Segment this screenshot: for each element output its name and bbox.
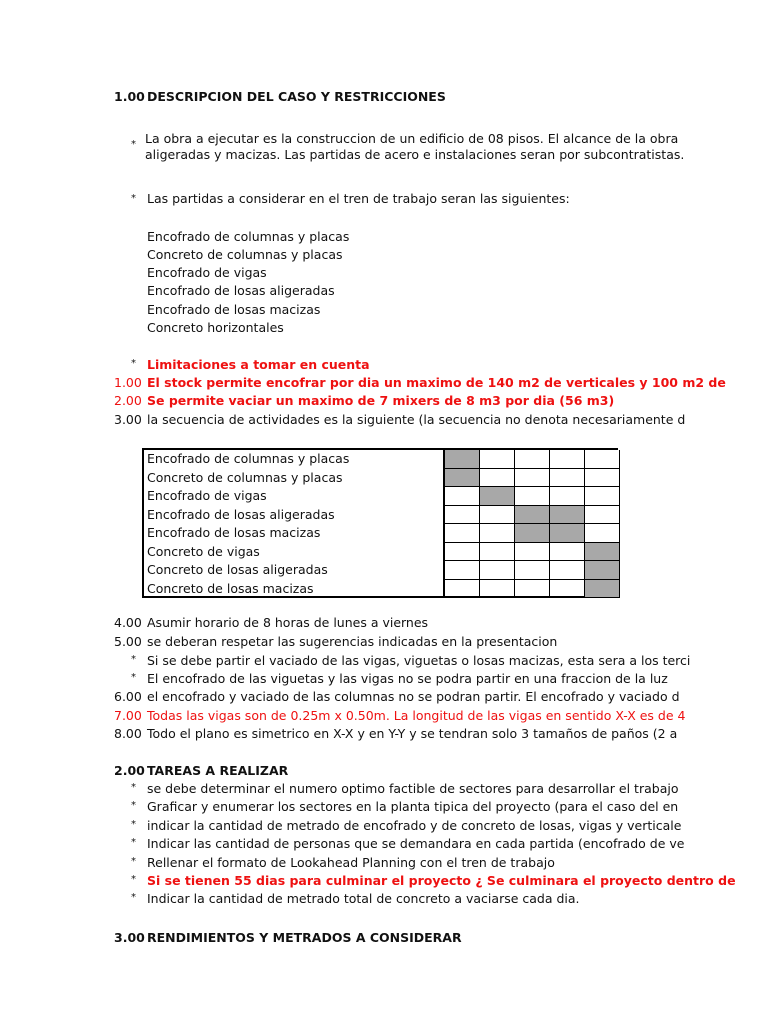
activity-label: Concreto de columnas y placas [147, 469, 343, 485]
limitacion-text: Se permite vaciar un maximo de 7 mixers de 8 m3 por dia (56 m3) [147, 393, 615, 408]
sequence-cell [550, 580, 585, 599]
tarea-item: Si se tienen 55 dias para culminar el proyecto ¿ Se culminara el proyecto dentro de [147, 873, 736, 888]
bullet-marker: * [131, 892, 136, 904]
sequence-cell-active [585, 561, 620, 580]
bullet-marker: * [131, 818, 136, 830]
sequence-cell [480, 506, 515, 525]
activity-label: Concreto de vigas [147, 543, 260, 559]
tarea-item: Indicar la cantidad de metrado total de concreto a vaciarse cada dia. [147, 891, 580, 907]
note-subitem: Si se debe partir el vaciado de las vigas, viguetas o losas macizas, esta sera a los terci [147, 653, 691, 668]
sequence-cell [585, 487, 620, 506]
limitacion-number: 1.00 [114, 375, 142, 390]
sequence-cell [515, 580, 550, 599]
partida-item: Encofrado de losas aligeradas [147, 283, 335, 298]
sequence-cell [585, 469, 620, 488]
note-number: 6.00 [114, 689, 142, 704]
sequence-cell [585, 506, 620, 525]
sequence-cell-active [445, 450, 480, 469]
bullet-marker: * [131, 139, 136, 150]
sequence-cell-active [550, 524, 585, 543]
sequence-cell [585, 450, 620, 469]
table-row [144, 524, 618, 543]
partida-item: Concreto de columnas y placas [147, 247, 343, 262]
bullet-marker: * [131, 782, 136, 793]
tarea-item: Rellenar el formato de Lookahead Planning con el tren de trabajo [147, 854, 555, 870]
sequence-cell [515, 561, 550, 580]
activity-label: Encofrado de losas macizas [147, 525, 321, 540]
sequence-cell [445, 580, 480, 599]
bullet-marker: * [131, 837, 136, 849]
sequence-cell [585, 524, 620, 543]
table-row [144, 543, 618, 562]
sequence-cell-active [515, 524, 550, 543]
table-row [144, 487, 618, 506]
note-number: 5.00 [114, 634, 142, 649]
sequence-cell [445, 506, 480, 525]
limitaciones-title: Limitaciones a tomar en cuenta [147, 357, 370, 372]
sequence-cell [445, 487, 480, 506]
limitacion-text: la secuencia de actividades es la siguiente (la secuencia no denota necesariamente d [147, 412, 686, 427]
activity-label: Concreto de losas aligeradas [147, 562, 328, 577]
table-row [144, 506, 618, 525]
limitacion-number: 3.00 [114, 412, 142, 427]
bullet-marker: * [131, 855, 136, 867]
note-text: Todo el plano es simetrico en X-X y en Y-Y y se tendran solo 3 tamaños de paños (2 a [147, 726, 678, 741]
bullet-marker: * [131, 654, 136, 665]
partida-item: Concreto horizontales [147, 320, 284, 335]
section-1-number: 1.00 [114, 89, 145, 104]
section-2-title: TAREAS A REALIZAR [147, 763, 289, 778]
sequence-cell-active [585, 580, 620, 599]
activity-label: Encofrado de columnas y placas [147, 451, 350, 466]
sequence-table [142, 448, 618, 598]
sequence-cell-active [515, 506, 550, 525]
tarea-item: indicar la cantidad de metrado de encofrado y de concreto de losas, vigas y verticale [147, 817, 682, 833]
intro-line-2: aligeradas y macizas. Las partidas de acero e instalaciones seran por subcontratistas. [145, 147, 685, 162]
sequence-cell [480, 469, 515, 488]
partida-item: Encofrado de losas macizas [147, 302, 321, 317]
sequence-cell [550, 561, 585, 580]
sequence-cell [480, 561, 515, 580]
bullet-marker: * [131, 672, 136, 683]
tarea-item: Indicar las cantidad de personas que se demandara en cada partida (encofrado de ve [147, 836, 685, 852]
sequence-cell [550, 543, 585, 562]
sequence-cell [515, 450, 550, 469]
section-1-title: DESCRIPCION DEL CASO Y RESTRICCIONES [147, 89, 446, 104]
activity-label: Encofrado de vigas [147, 488, 267, 503]
sequence-cell [480, 524, 515, 543]
section-2-number: 2.00 [114, 763, 145, 778]
note-subitem: El encofrado de las viguetas y las vigas no se podra partir en una fraccion de la luz [147, 671, 668, 686]
sequence-cell-active [445, 469, 480, 488]
section-3-number: 3.00 [114, 930, 145, 945]
activity-label: Encofrado de losas aligeradas [147, 506, 335, 522]
table-row [144, 450, 618, 469]
bullet-marker: * [131, 358, 136, 369]
partida-item: Encofrado de columnas y placas [147, 229, 350, 244]
limitacion-text: El stock permite encofrar por dia un maximo de 140 m2 de verticales y 100 m2 de [147, 375, 726, 390]
sequence-cell [445, 561, 480, 580]
note-number: 7.00 [114, 708, 142, 723]
limitacion-number: 2.00 [114, 393, 142, 408]
sequence-cell [445, 524, 480, 543]
partidas-intro: Las partidas a considerar en el tren de trabajo seran las siguientes: [147, 191, 570, 206]
sequence-cell-active [585, 543, 620, 562]
bullet-marker: * [131, 874, 136, 885]
bullet-marker: * [131, 800, 136, 812]
sequence-cell [480, 450, 515, 469]
sequence-cell-active [480, 487, 515, 506]
sequence-cell-active [550, 506, 585, 525]
sequence-cell [515, 487, 550, 506]
tarea-item: Graficar y enumerar los sectores en la planta tipica del proyecto (para el caso del en [147, 799, 679, 815]
tarea-item: se debe determinar el numero optimo factible de sectores para desarrollar el trabajo [147, 781, 679, 796]
partida-item: Encofrado de vigas [147, 265, 267, 280]
sequence-cell [550, 450, 585, 469]
sequence-cell [550, 487, 585, 506]
note-text: Asumir horario de 8 horas de lunes a viernes [147, 615, 429, 630]
note-text: el encofrado y vaciado de las columnas no se podran partir. El encofrado y vaciado d [147, 689, 680, 704]
section-3-title: RENDIMIENTOS Y METRADOS A CONSIDERAR [147, 930, 462, 945]
sequence-cell [550, 469, 585, 488]
note-text: se deberan respetar las sugerencias indicadas en la presentacion [147, 634, 558, 649]
note-text: Todas las vigas son de 0.25m x 0.50m. La longitud de las vigas en sentido X-X es de 4 [147, 708, 686, 723]
bullet-marker: * [131, 193, 136, 204]
sequence-cell [480, 580, 515, 599]
table-row [144, 580, 618, 599]
intro-line-1: La obra a ejecutar es la construccion de un edificio de 08 pisos. El alcance de la obra [145, 131, 679, 146]
sequence-cell [515, 469, 550, 488]
sequence-cell [515, 543, 550, 562]
note-number: 4.00 [114, 615, 142, 630]
sequence-cell [480, 543, 515, 562]
activity-label: Concreto de losas macizas [147, 580, 314, 596]
table-row [144, 561, 618, 580]
table-row [144, 469, 618, 488]
note-number: 8.00 [114, 726, 142, 741]
sequence-cell [445, 543, 480, 562]
